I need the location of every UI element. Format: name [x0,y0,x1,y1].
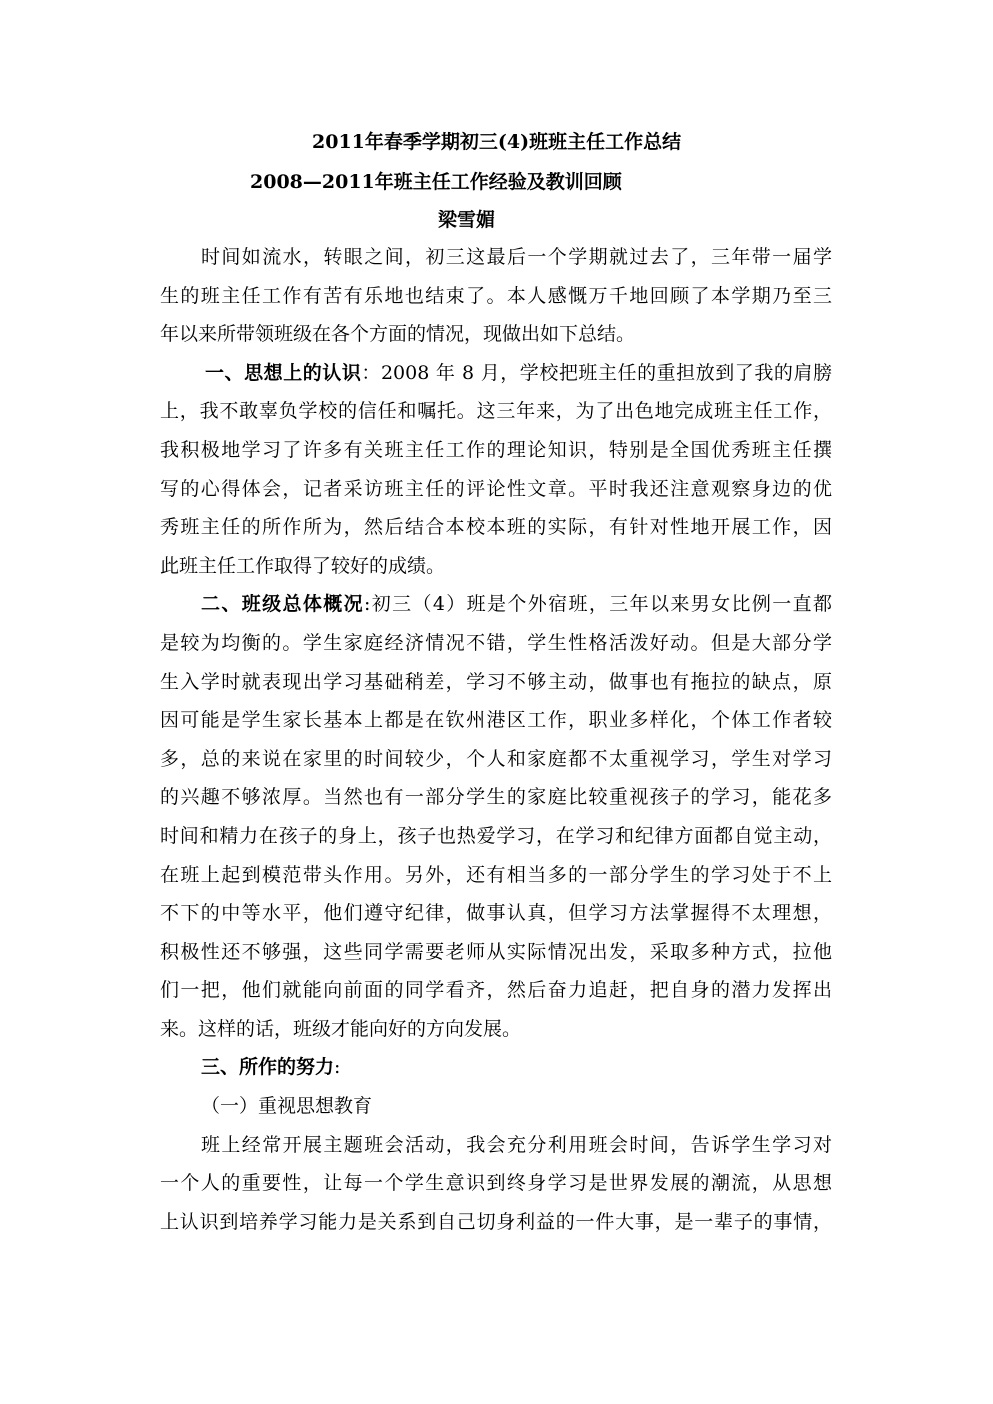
paragraph-line: 写的心得体会，记者采访班主任的评论性文章。平时我还注意观察身边的优 [160,477,832,500]
paragraph-line: 在班上起到模范带头作用。另外，还有相当多的一部分学生的学习处于不上 [160,863,832,886]
paragraph-line: 年以来所带领班级在各个方面的情况，现做出如下总结。 [160,323,636,346]
paragraph-line: 是较为均衡的。学生家庭经济情况不错，学生性格活泼好动。但是大部分学 [160,631,832,654]
document-body [160,238,832,1241]
section-heading: 二、班级总体概况 [201,593,364,616]
paragraph-line: 班上经常开展主题班会活动，我会充分利用班会时间，告诉学生学习对 [201,1133,832,1156]
paragraph-line: 的兴趣不够浓厚。当然也有一部分学生的家庭比较重视孩子的学习，能花多 [160,786,832,809]
paragraph-line: 此班主任工作取得了较好的成绩。 [160,554,446,577]
paragraph-line: 一个人的重要性，让每一个学生意识到终身学习是世界发展的潮流，从思想 [160,1172,832,1195]
section-one-paragraph [160,354,832,586]
paragraph-line: 生入学时就表现出学习基础稍差，学习不够主动，做事也有拖拉的缺点，原 [160,670,832,693]
paragraph-first-line [160,585,832,624]
paragraph-line-rest: :初三（4）班是个外宿班，三年以来男女比例一直都 [363,593,832,616]
section-two-paragraph [160,585,832,1048]
paragraph-first-line [160,354,832,393]
paragraph-line: 来。这样的话，班级才能向好的方向发展。 [160,1017,522,1040]
paragraph-line: 时间和精力在孩子的身上，孩子也热爱学习，在学习和纪律方面都自觉主动， [160,824,832,847]
subsection-heading: （一）重视思想教育 [201,1095,373,1118]
paragraph-line-rest: : [334,1056,341,1079]
paragraph-line-rest: ：2008 年 8 月，学校把班主任的重担放到了我的肩膀 [361,361,832,384]
subheading-line [160,1087,832,1126]
paragraph-line: 上认识到培养学习能力是关系到自己切身利益的一件大事，是一辈子的事情， [160,1210,832,1233]
paragraph-first-line [160,1048,832,1087]
paragraph-line: 不下的中等水平，他们遵守纪律，做事认真，但学习方法掌握得不太理想， [160,902,832,925]
section-heading: 一、思想上的认识 [205,361,362,384]
paragraph-line: 秀班主任的所作所为，然后结合本校本班的实际，有针对性地开展工作，因 [160,516,832,539]
section-three-heading-line [160,1048,832,1087]
paragraph-line: 因可能是学生家长基本上都是在钦州港区工作，职业多样化，个体工作者较 [160,709,832,732]
paragraph-line: 积极性还不够强，这些同学需要老师从实际情况出发，采取多种方式，拉他 [160,940,832,963]
paragraph-line: 时间如流水，转眼之间，初三这最后一个学期就过去了，三年带一届学 [201,246,832,268]
section-heading: 三、所作的努力 [201,1056,335,1079]
paragraph-line: 生的班主任工作有苦有乐地也结束了。本人感慨万千地回顾了本学期乃至三 [160,284,832,307]
author-name: 梁雪媚 [438,209,496,231]
paragraph-line: 我积极地学习了许多有关班主任工作的理论知识，特别是全国优秀班主任撰 [160,438,832,461]
paragraph-line: 上，我不敢辜负学校的信任和嘱托。这三年来，为了出色地完成班主任工作， [160,400,832,423]
document-title: 2011年春季学期初三(4)班班主任工作总结 [312,131,682,153]
section-three-paragraph [160,1126,832,1242]
paragraph-line: 多，总的来说在家里的时间较少，个人和家庭都不太重视学习，学生对学习 [160,747,832,770]
intro-paragraph [160,238,832,354]
paragraph-line: 们一把，他们就能向前面的同学看齐，然后奋力追赶，把自身的潜力发挥出 [160,979,832,1002]
document-subtitle: 2008—2011年班主任工作经验及教训回顾 [250,171,622,193]
